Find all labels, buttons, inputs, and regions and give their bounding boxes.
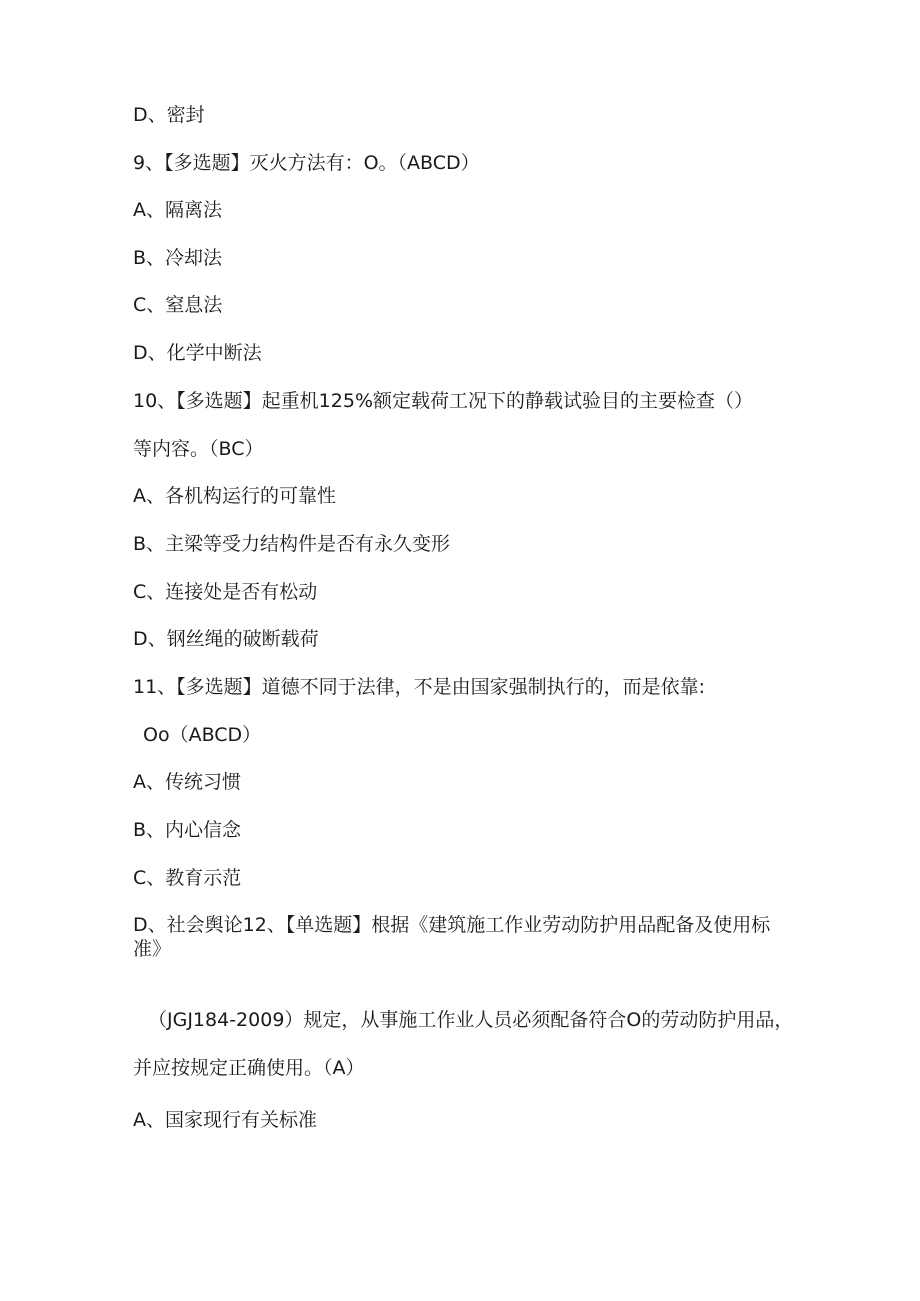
q11-option-b: B、内心信念 bbox=[133, 819, 242, 841]
q12-question-line3: 并应按规定正确使用。（A） bbox=[133, 1057, 365, 1079]
q10-option-d: D、钢丝绳的破断载荷 bbox=[133, 628, 319, 650]
q10-option-a: A、各机构运行的可靠性 bbox=[133, 485, 336, 507]
q11-option-c: C、教育示范 bbox=[133, 867, 242, 889]
q9-option-a: A、隔离法 bbox=[133, 199, 222, 221]
q10-option-c: C、连接处是否有松动 bbox=[133, 581, 318, 603]
q12-question-line2: （JGJ184-2009）规定，从事施工作业人员必须配备符合O的劳动防护用品， bbox=[148, 1009, 794, 1031]
q9-option-d: D、化学中断法 bbox=[133, 342, 262, 364]
q11-option-a: A、传统习惯 bbox=[133, 771, 241, 793]
q12-option-a: A、国家现行有关标准 bbox=[133, 1109, 317, 1131]
q9-option-b: B、冷却法 bbox=[133, 247, 223, 269]
q11-option-d-q12-question: D、社会舆论12、【单选题】根据《建筑施工作业劳动防护用品配备及使用标准》 bbox=[133, 914, 771, 960]
q10-question-line2: 等内容。（BC） bbox=[133, 438, 264, 460]
q8-option-d: D、密封 bbox=[133, 104, 205, 126]
q10-question-line1: 10、【多选题】起重机125%额定载荷工况下的静载试验目的主要检查（） bbox=[133, 390, 753, 412]
q9-option-c: C、窒息法 bbox=[133, 294, 223, 316]
q9-question: 9、【多选题】灭火方法有：O。（ABCD） bbox=[133, 152, 480, 174]
q11-question-line1: 11、【多选题】道德不同于法律，不是由国家强制执行的，而是依靠: bbox=[133, 676, 706, 698]
q11-question-line2: Oo（ABCD） bbox=[143, 724, 262, 746]
q10-option-b: B、主梁等受力结构件是否有永久变形 bbox=[133, 533, 451, 555]
